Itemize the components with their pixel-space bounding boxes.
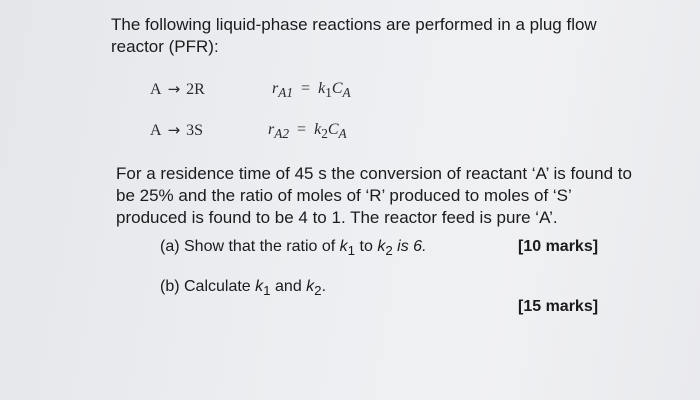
problem-statement: For a residence time of 45 s the conversion of reactant ‘A’ is found to be 25% and the ratio of moles of ‘R’ produced to moles of ‘S’ produced is found to be 4 to 1. The reactor feed is pure ‘A’.	[116, 164, 632, 227]
reaction-2-rate-law: $r_{A2} = k_2C_A$	[268, 121, 347, 142]
reaction-2-product: 3S	[186, 122, 204, 139]
reaction-arrow-icon: →	[167, 121, 181, 139]
reaction-arrow-icon: →	[167, 80, 181, 98]
question-a-marks: [10 marks]	[518, 238, 599, 255]
question-b-marks: [15 marks]	[518, 298, 599, 315]
reaction-1-reactant: A	[150, 81, 162, 98]
question-a: (a) Show that the ratio of $k_1$ to $k_2$ is 6.	[160, 238, 427, 259]
reaction-2-equation	[150, 121, 203, 140]
reaction-2-reactant: A	[150, 122, 162, 139]
reaction-1-product: 2R	[186, 81, 205, 98]
question-b: (b) Calculate $k_1$ and $k_2$.	[160, 278, 327, 299]
intro-text: The following liquid-phase reactions are performed in a plug flow reactor (PFR):	[111, 15, 597, 56]
reaction-1-rate-law: $r_{A1} = k_1C_A$	[272, 80, 351, 101]
reaction-1-equation	[150, 80, 205, 99]
